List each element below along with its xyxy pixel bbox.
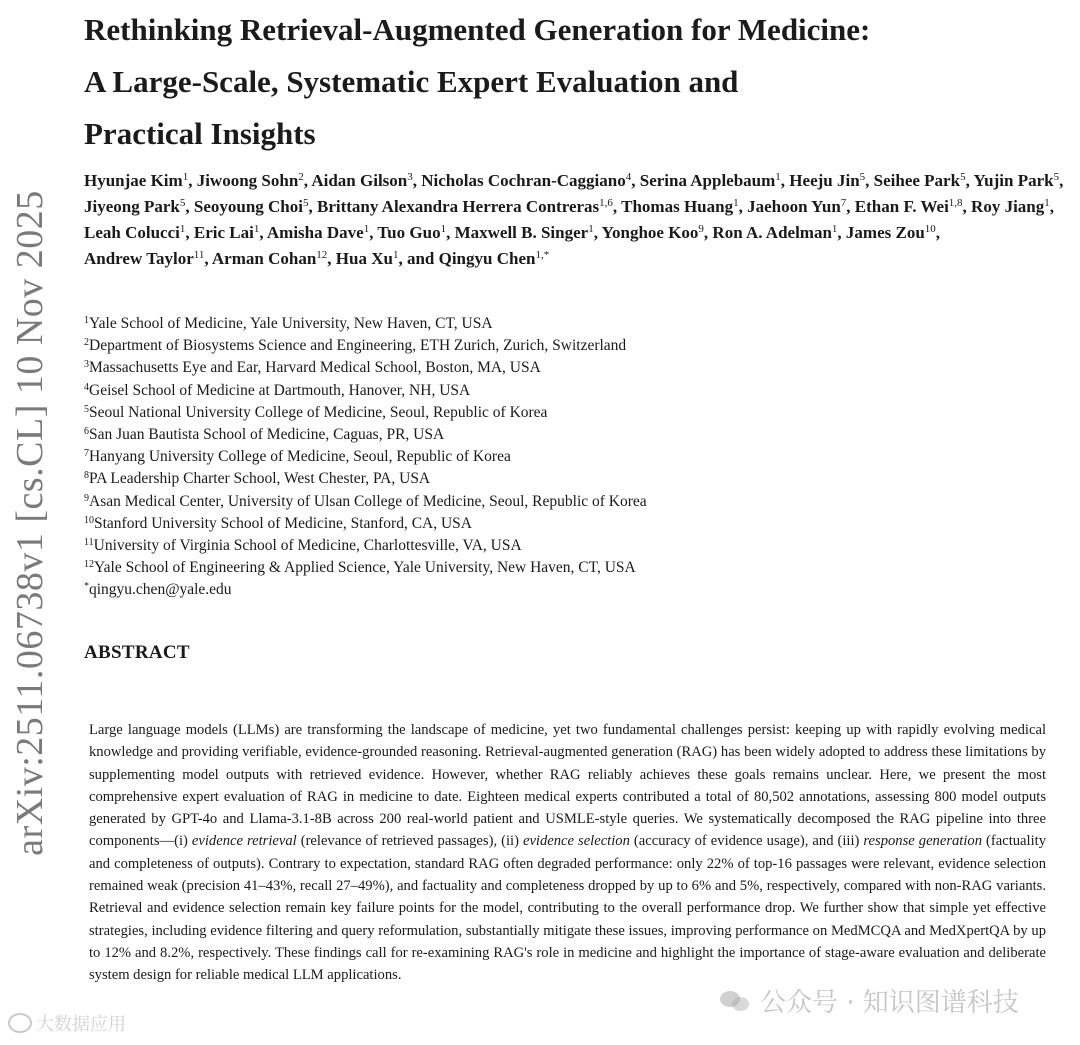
affiliation-text: PA Leadership Charter School, West Chester, PA, USA: [89, 470, 431, 488]
author-name: Thomas Huang: [621, 197, 734, 216]
abstract-text-2: (relevance of retrieved passages), (ii): [296, 833, 523, 850]
author: [973, 171, 1063, 190]
author: [194, 223, 264, 242]
affiliation-text: Department of Biosystems Science and Engineering, ETH Zurich, Zurich, Switzerland: [89, 337, 627, 355]
affiliation-number: 2: [84, 337, 89, 349]
weibo-icon: [8, 1013, 32, 1033]
affiliation-item: [84, 380, 1044, 402]
author-affiliation-marker: 1: [182, 171, 189, 183]
author: [874, 171, 970, 190]
author-affiliation-marker: 5: [179, 197, 186, 209]
author-affiliation-marker: 1: [733, 197, 739, 209]
author-separator: ,: [935, 223, 941, 242]
author-name: Hua Xu: [335, 249, 393, 268]
author-name: Tuo Guo: [377, 223, 441, 242]
author-separator: ,: [303, 171, 309, 190]
author: [212, 249, 332, 268]
affiliation-item: [84, 424, 1044, 446]
author-name: Jiyeong Park: [84, 197, 180, 216]
author-separator: ,: [369, 223, 374, 242]
affiliation-item: [84, 557, 1044, 579]
author-name: Seoyoung Choi: [193, 197, 303, 216]
author: [712, 223, 841, 242]
author: [84, 223, 190, 242]
author: [311, 171, 417, 190]
author: [640, 171, 785, 190]
author-name: Eric Lai: [193, 223, 254, 242]
author-affiliation-marker: 1: [392, 249, 399, 261]
affiliation-text: University of Virginia School of Medicine, Charlottesville, VA, USA: [93, 537, 522, 555]
affiliation-item: [84, 335, 1044, 357]
affiliation-text: Massachusetts Eye and Ear, Harvard Medical School, Boston, MA, USA: [89, 359, 541, 377]
author: [197, 171, 308, 190]
author-name: Aidan Gilson: [311, 171, 408, 190]
author: [267, 223, 374, 242]
affiliation-number: 4: [84, 381, 89, 393]
abstract-body: [89, 719, 1046, 987]
author-affiliation-marker: 2: [298, 171, 304, 183]
author-list: [84, 168, 1064, 272]
affiliation-item: [84, 313, 1044, 335]
title-line-2: A Large-Scale, Systematic Expert Evaluation and: [84, 64, 739, 99]
author-name: Nicholas Cochran-Caggiano: [421, 171, 626, 190]
author-affiliation-marker: 1: [253, 223, 260, 235]
author-affiliation-marker: 10: [924, 223, 936, 235]
author-affiliation-marker: 1: [440, 223, 447, 235]
arxiv-identifier: arXiv:2511.06738v1 [cs.CL] 10 Nov 2025: [9, 189, 51, 856]
watermark-right-text: 公众号 · 知识图谱科技: [760, 988, 1019, 1018]
author-affiliation-marker: 5: [1053, 171, 1060, 183]
affiliation-number: 5: [84, 403, 89, 415]
affiliation-number: 10: [84, 514, 94, 526]
author-separator: ,: [1059, 171, 1064, 190]
affiliation-item: [84, 513, 1044, 535]
author-separator: ,: [188, 171, 193, 190]
affiliation-text: Geisel School of Medicine at Dartmouth, Hanover, NH, USA: [89, 381, 471, 399]
affiliation-number: 12: [84, 559, 94, 571]
author-name: Yujin Park: [973, 171, 1054, 190]
author-affiliation-marker: 1: [1044, 197, 1050, 209]
author-name: Leah Colucci: [84, 223, 180, 242]
affiliation-text: Stanford University School of Medicine, Stanford, CA, USA: [94, 514, 472, 532]
affiliation-number: 7: [84, 448, 89, 460]
author-affiliation-marker: 5: [960, 171, 966, 183]
affiliation-text: San Juan Bautista School of Medicine, Caguas, PR, USA: [89, 426, 445, 444]
author: [846, 223, 940, 242]
abstract-text-3: (accuracy of evidence usage), and (iii): [629, 833, 864, 850]
author-affiliation-marker: 1: [831, 223, 838, 235]
paper-title: [84, 4, 1064, 160]
affiliation-item: [84, 446, 1044, 468]
abstract-emphasis-retrieval: evidence retrieval: [191, 833, 297, 850]
author-name: Amisha Dave: [266, 223, 364, 242]
author-name: Maxwell B. Singer: [454, 223, 589, 242]
watermark-left-text: 大数据应用: [36, 1014, 126, 1035]
watermark-right: [720, 982, 1019, 1019]
author: [621, 197, 743, 216]
affiliation-text: Yale School of Medicine, Yale University, New Haven, CT, USA: [89, 315, 493, 332]
author: [455, 223, 598, 242]
author-separator: ,: [865, 171, 870, 190]
author: [855, 197, 967, 216]
author-name: and Qingyu Chen: [406, 249, 536, 268]
author-separator: ,: [703, 223, 709, 242]
author-name: Andrew Taylor: [84, 249, 194, 268]
affiliation-number: 11: [84, 537, 94, 549]
author-affiliation-marker: 12: [316, 249, 328, 261]
author: [747, 197, 850, 216]
author-affiliation-marker: 1,6: [599, 197, 613, 209]
author-separator: ,: [327, 249, 332, 268]
author-separator: ,: [631, 171, 636, 190]
author-separator: ,: [446, 223, 451, 242]
author: [377, 223, 450, 242]
author-separator: ,: [412, 171, 417, 190]
author-affiliation-marker: 5: [302, 197, 309, 209]
author-separator: ,: [846, 197, 851, 216]
author-separator: ,: [837, 223, 842, 242]
author-name: Roy Jiang: [971, 197, 1045, 216]
author-separator: ,: [259, 223, 264, 242]
arxiv-sidebar: [0, 0, 60, 1045]
abstract-emphasis-selection: evidence selection: [522, 833, 630, 850]
abstract-text-4: (factuality and completeness of outputs). Contrary to expectation, standard RAG often degraded performance: only 22% of top-16 passages were relevant, evidence selection remained weak (precision 41–43%, recall 27–49%), and factuality and completeness dropped by up to 6% and 5%, respectively, compared with non-RAG variants. Retrieval and evidence selection remain key failure points for the model, contributing to the overall performance drop. We further show that simple yet effective strategies, including evidence filtering and query reformulation, substantially mitigate these issues, improving performance on MedMCQA and MedXpertQA by up to 12% and 8.2%, respectively. These findings call for re-examining RAG's role in medicine and highlight the importance of stage-aware evaluation and deliberate system design for reliable medical LLM applications.: [89, 833, 1046, 984]
author-separator: ,: [780, 171, 786, 190]
affiliation-item: [84, 357, 1044, 379]
affiliation-item: [84, 468, 1044, 490]
author-separator: ,: [965, 171, 970, 190]
abstract-heading: ABSTRACT: [84, 642, 190, 663]
affiliation-text: Hanyang University College of Medicine, Seoul, Republic of Korea: [89, 448, 511, 466]
author: [602, 223, 709, 242]
author-affiliation-marker: 1: [363, 223, 370, 235]
author-separator: ,: [962, 197, 967, 216]
author: [336, 249, 403, 268]
author: [194, 197, 313, 216]
author: [421, 171, 635, 190]
title-line-1: Rethinking Retrieval-Augmented Generation for Medicine:: [84, 12, 871, 47]
author-name: Ethan F. Wei: [854, 197, 949, 216]
author: [84, 249, 209, 268]
abstract-text-1: Large language models (LLMs) are transforming the landscape of medicine, yet two fundamental challenges persist: keeping up with rapidly evolving medical knowledge and providing verifiable, evidence-grounded reasoning. Retrieval-augmented generation (RAG) has been widely adopted to address these limitations by supplementing model outputs with retrieved evidence. However, whether RAG reliably achieves these goals remains unclear. Here, we present the most comprehensive expert evaluation of RAG in medicine to date. Eighteen medical experts contributed a total of 80,502 annotations, assessing 800 model outputs generated by GPT-4o and Llama-3.1-8B across 200 real-world patient and USMLE-style queries. We systematically decomposed the RAG pipeline into three components—(i): [89, 722, 1046, 850]
author-name: James Zou: [845, 223, 925, 242]
author-name: Heeju Jin: [789, 171, 860, 190]
author-name: Jiwoong Sohn: [196, 171, 299, 190]
author-separator: ,: [612, 197, 618, 216]
author-name: Seihee Park: [873, 171, 961, 190]
author-name: Brittany Alexandra Herrera Contreras: [316, 197, 600, 216]
author-affiliation-marker: 9: [698, 223, 704, 235]
watermark-left: [8, 1010, 126, 1036]
author: [84, 171, 192, 190]
affiliation-item[interactable]: [84, 579, 1044, 601]
author-name: Arman Cohan: [211, 249, 317, 268]
author-affiliation-marker: 1,*: [535, 249, 550, 261]
affiliation-number: *: [84, 581, 89, 593]
author-affiliation-marker: 4: [625, 171, 632, 183]
author-separator: ,: [738, 197, 743, 216]
author-name: Serina Applebaum: [639, 171, 776, 190]
affiliation-text: Asan Medical Center, University of Ulsan College of Medicine, Seoul, Republic of Korea: [89, 492, 647, 510]
title-line-3: Practical Insights: [84, 116, 316, 151]
author-affiliation-marker: 1: [588, 223, 594, 235]
author: [407, 249, 549, 268]
affiliation-item: [84, 402, 1044, 424]
author-separator: ,: [308, 197, 313, 216]
author: [84, 197, 190, 216]
author-separator: ,: [593, 223, 598, 242]
affiliation-number: 9: [84, 492, 89, 504]
author-separator: ,: [185, 223, 190, 242]
affiliation-list: [84, 313, 1044, 602]
affiliation-item: [84, 535, 1044, 557]
author: [317, 197, 617, 216]
author: [789, 171, 869, 190]
affiliation-text: Seoul National University College of Medicine, Seoul, Republic of Korea: [89, 403, 548, 421]
author-affiliation-marker: 7: [840, 197, 847, 209]
author-affiliation-marker: 1: [775, 171, 781, 183]
author-name: Yonghoe Koo: [601, 223, 699, 242]
abstract-emphasis-generation: response generation: [863, 833, 983, 850]
author-affiliation-marker: 1: [179, 223, 186, 235]
author: [971, 197, 1054, 216]
affiliation-text: Yale School of Engineering & Applied Science, Yale University, New Haven, CT, USA: [94, 559, 636, 577]
author-separator: ,: [185, 197, 190, 216]
wechat-icon: [720, 989, 750, 1013]
affiliation-item: [84, 491, 1044, 513]
author-separator: ,: [204, 249, 209, 268]
author-separator: ,: [398, 249, 403, 268]
affiliation-number: 8: [84, 470, 89, 482]
author-name: Jaehoon Yun: [747, 197, 841, 216]
author-separator: ,: [1049, 197, 1055, 216]
author-name: Ron A. Adelman: [712, 223, 832, 242]
author-affiliation-marker: 11: [193, 249, 205, 261]
affiliation-text: qingyu.chen@yale.edu: [89, 581, 232, 599]
author-affiliation-marker: 3: [407, 171, 413, 183]
author-affiliation-marker: 5: [859, 171, 866, 183]
affiliation-number: 3: [84, 359, 89, 371]
affiliation-number: 1: [84, 315, 89, 326]
author-name: Hyunjae Kim: [84, 171, 183, 190]
author-affiliation-marker: 1,8: [948, 197, 963, 209]
affiliation-number: 6: [84, 426, 89, 438]
